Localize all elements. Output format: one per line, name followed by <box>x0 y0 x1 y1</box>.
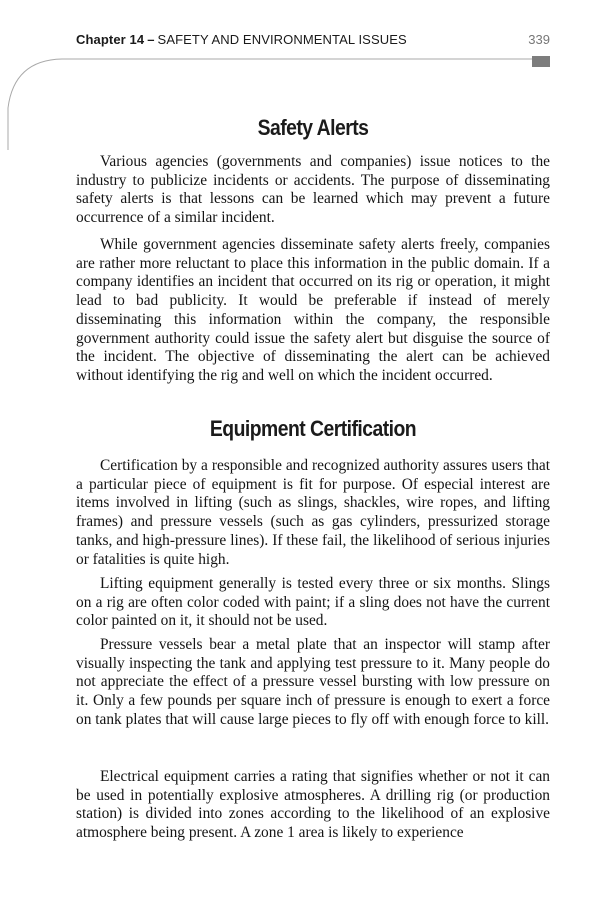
paragraph: Lifting equipment generally is tested every three or six months. Slings on a rig are often color coded with paint; if a sling does not have the current color painted on it, it should not be used. <box>76 575 550 630</box>
header-marker-square <box>532 56 550 67</box>
paragraph: Pressure vessels bear a metal plate that an inspector will stamp after visually inspecting the tank and applying test pressure to it. Many people do not appreciate the effect of a pressure vessel bursting with low pressure on it. Only a few pounds per square inch of pressure is enough to exert a force on tank plates that will cause large pieces to fly off with enough force to kill. <box>76 636 550 728</box>
section-heading-equipment-certification: Equipment Certification <box>209 416 417 441</box>
page-number: 339 <box>528 32 550 47</box>
chapter-label: Chapter 14 <box>76 32 145 47</box>
paragraph: Electrical equipment carries a rating that signifies whether or not it can be used in potentially explosive atmospheres. A drilling rig (or production station) is divided into zones according to the likelihood of an explosive atmosphere being present. A zone 1 area is likely to experience <box>76 768 550 842</box>
header-separator: – <box>147 32 155 47</box>
paragraph: Certification by a responsible and recognized authority assures users that a particular piece of equipment is fit for purpose. Of especial interest are items involved in lifting (such as slings, shackles, wire ropes, and lifting frames) and pressure vessels (such as gas cylinders, pressurized storage tanks, and high-pressure lines). If these fail, the likelihood of serious injuries or fatalities is quite high. <box>76 457 550 568</box>
paragraph: While government agencies disseminate safety alerts freely, companies are rather more reluctant to place this information in the public domain. If a company identifies an incident that occurred on its rig or operation, it might lead to bad publicity. It would be preferable if instead of merely disseminating this information within the company, the responsible government authority could issue the safety alert but disguise the source of the incident. The objective of disseminating the alert can be achieved without identifying the rig and well on which the incident occurred. <box>76 236 550 384</box>
chapter-title: SAFETY AND ENVIRONMENTAL ISSUES <box>157 32 407 47</box>
section-heading-safety-alerts: Safety Alerts <box>257 115 369 140</box>
paragraph: Various agencies (governments and companies) issue notices to the industry to publicize incidents or accidents. The purpose of disseminating safety alerts is that lessons can be learned which may prevent a future occurrence of a similar incident. <box>76 153 550 227</box>
